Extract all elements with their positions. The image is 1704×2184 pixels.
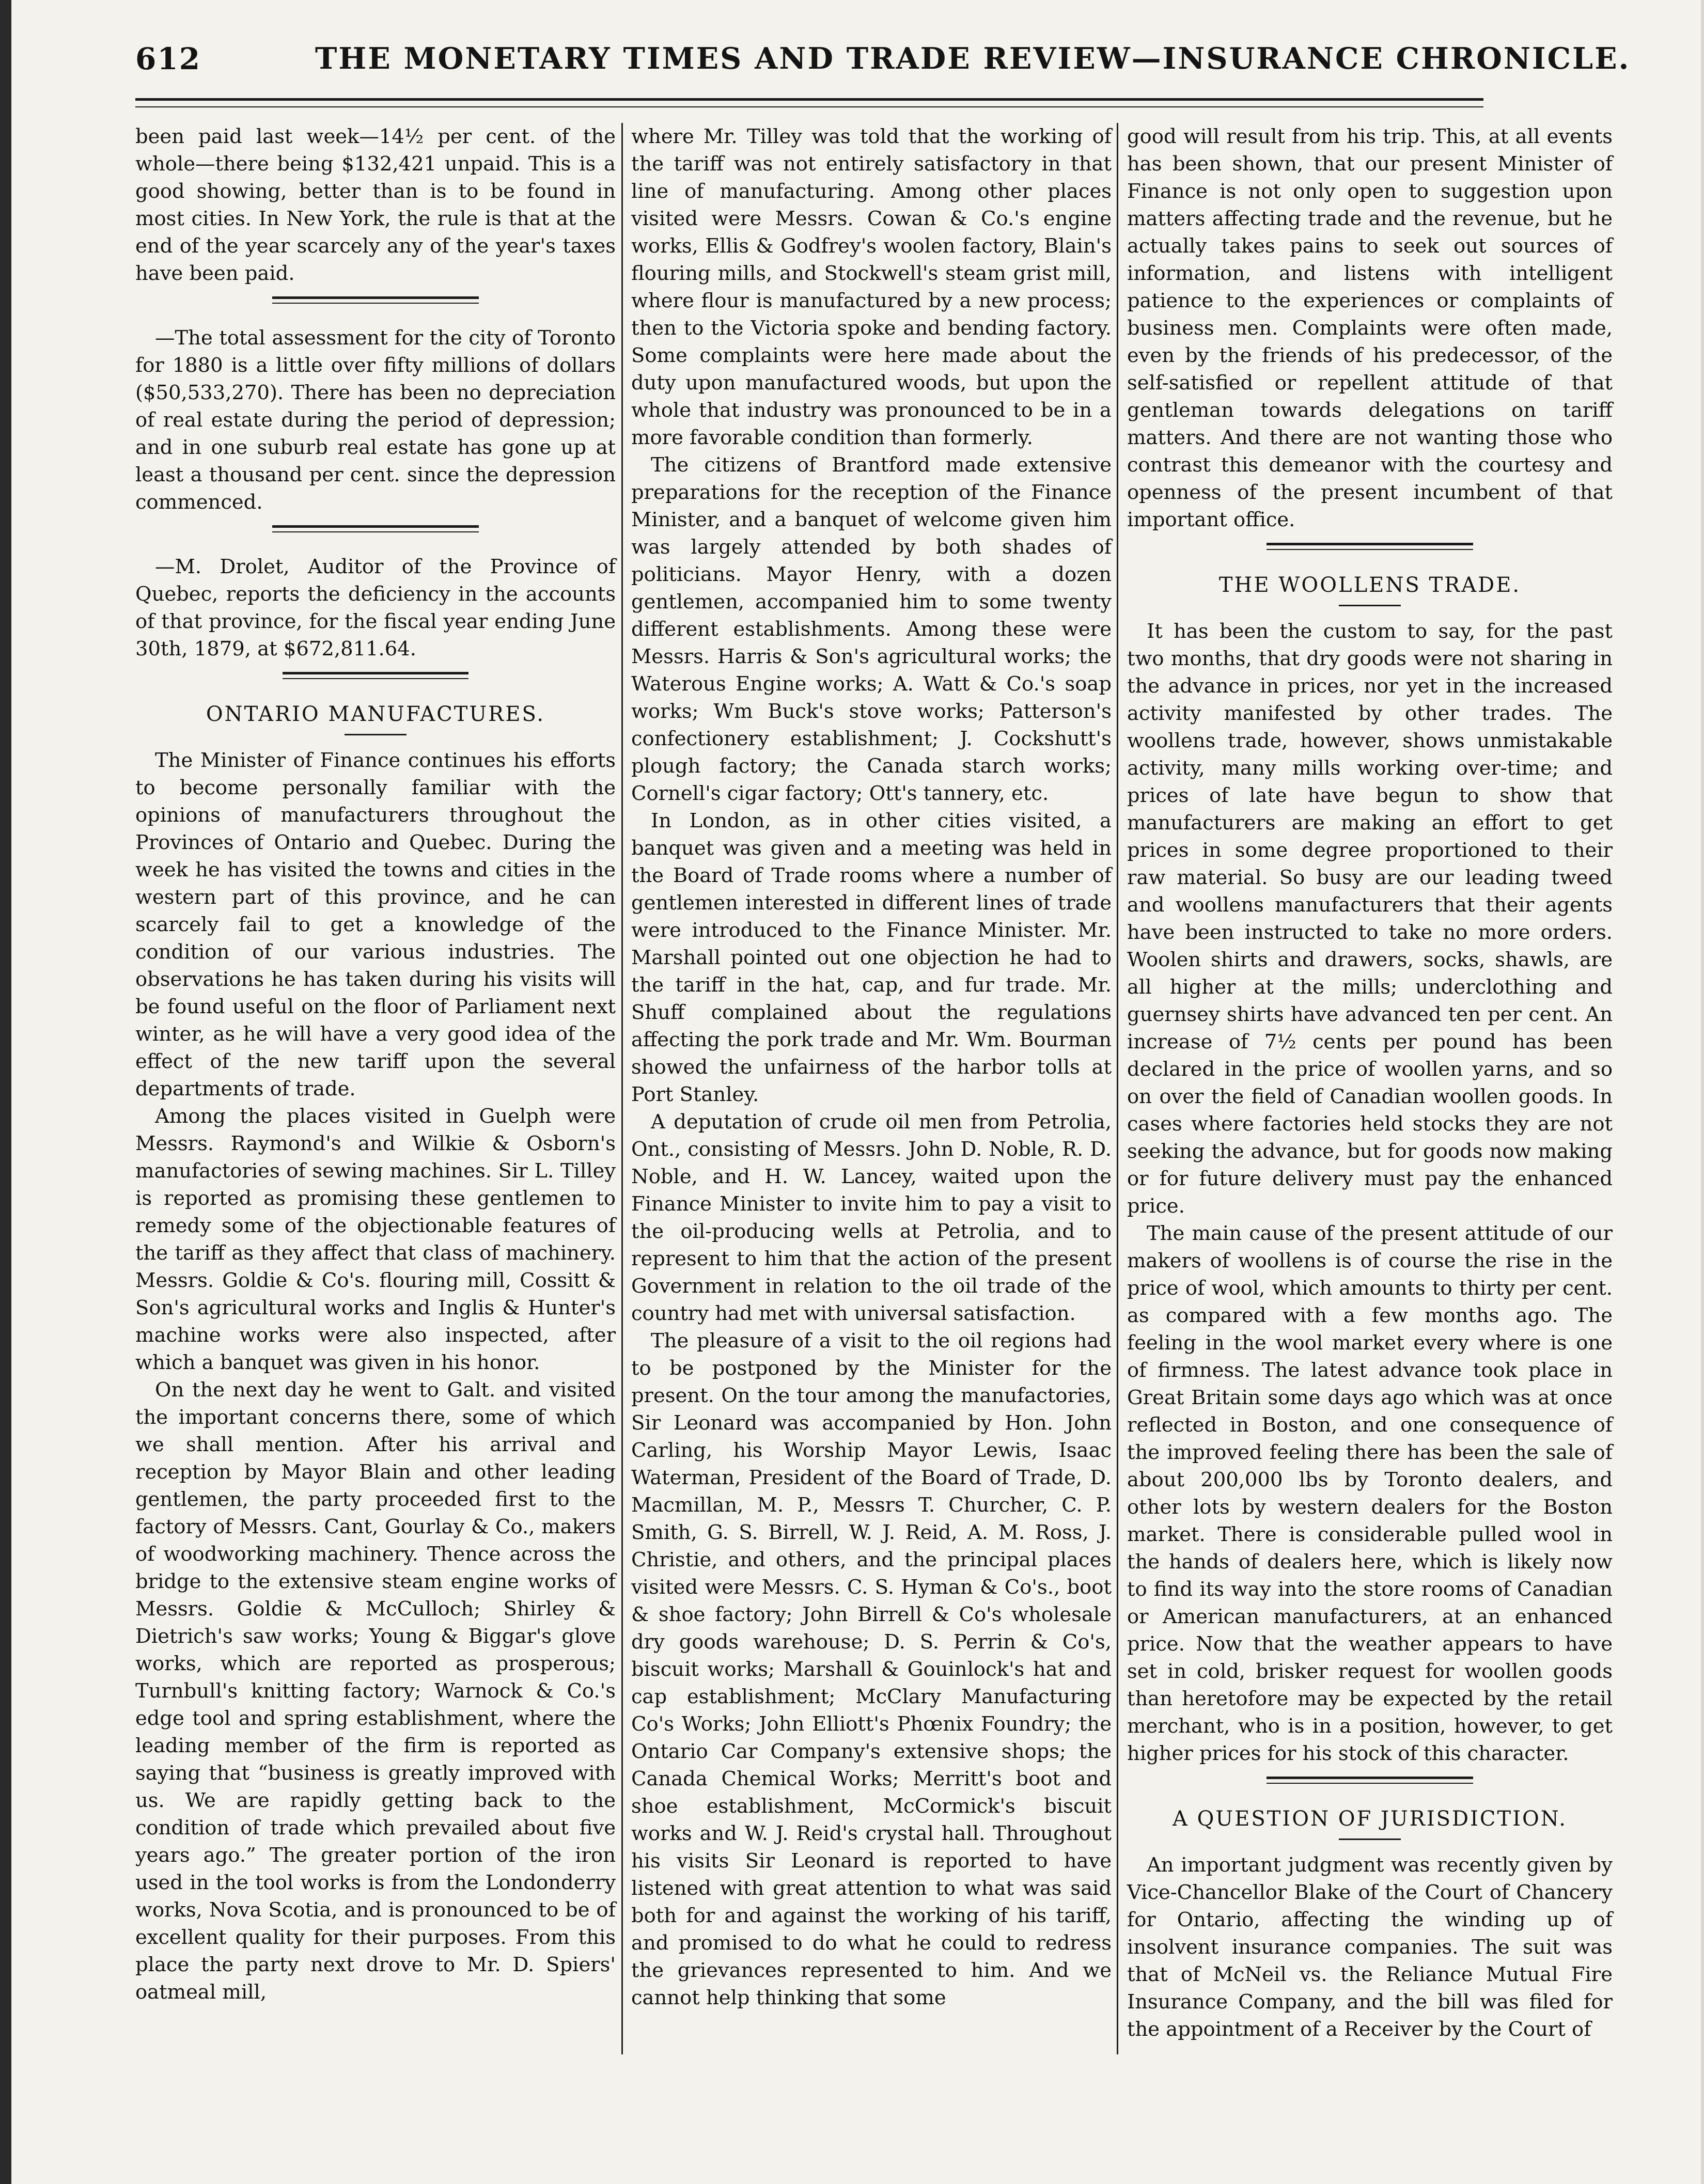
column-2 (631, 123, 1112, 2012)
article-paragraph: been paid last week—14½ per cent. of the whole—there being $132,421 unpaid. This is a good showing, better than is to be found in most cities. In New York, the rule is that at the end of the year scarcely any of the year's taxes have been paid. (135, 125, 616, 285)
header-rule (135, 98, 1483, 101)
article-paragraph: The main cause of the present attitude of our makers of woollens is of course the rise in the price of wool, which amounts to thirty per cent. as compared with a few months ago. The feeling in the wool market every where is one of firmness. The latest advance took place in Great Britain some days ago which was at once reflected in Boston, and one consequence of the improved feeling there has been the sale of about 200,000 lbs by Toronto dealers, and other lots by western dealers for the Boston market. There is considerable pulled wool in the hands of dealers here, which is likely now to find its way into the store rooms of Canadian or American manufacturers, at an enhanced price. Now that the weather appears to have set in cold, brisker request for woollen goods than heretofore may be expected by the retail merchant, who is in a position, however, to get higher prices for his stock of this character. (1127, 1222, 1613, 1765)
section-separator (1127, 533, 1613, 571)
article-paragraph: A deputation of crude oil men from Petrolia, Ont., consisting of Messrs. John D. Noble, R. D. Noble, and H. W. Lancey, waited upon the Finance Minister to invite him to pay a visit to the oil-producing wells at Petrolia, and to represent to him that the action of the present Government in relation to the oil trade of the country had met with universal satisfaction. (631, 1110, 1112, 1325)
heading-dash (1339, 1839, 1401, 1840)
article-paragraph: —The total assessment for the city of Toronto for 1880 is a little over fifty millions of dollars ($50,533,270). There has been no depreciation of real estate during the period of depression; and in one suburb real estate has gone up at least a thousand per cent. since the depression commenced. (135, 326, 616, 514)
article-heading: ONTARIO MANUFACTURES. (206, 702, 545, 726)
section-separator (135, 287, 616, 324)
column-rule-2 (1117, 123, 1118, 2054)
column-1 (135, 123, 616, 2006)
section-separator (135, 516, 616, 553)
article-paragraph: —M. Drolet, Auditor of the Province of Quebec, reports the deficiency in the accounts of that province, for the fiscal year ending June 30th, 1879, at $672,811.64. (135, 555, 616, 661)
heading-dash (345, 734, 407, 735)
article-heading: A QUESTION OF JURISDICTION. (1173, 1807, 1567, 1831)
heading-dash (1339, 605, 1401, 606)
column-rule-1 (621, 123, 623, 2054)
article-heading: THE WOOLLENS TRADE. (1218, 573, 1521, 597)
scan-right-edge (1701, 0, 1704, 2184)
article-paragraph: The pleasure of a visit to the oil regions had to be postponed by the Minister for the present. On the tour among the manufactories, Sir Leonard was accompanied by Hon. John Carling, his Worship Mayor Lewis, Isaac Waterman, President of the Board of Trade, D. Macmillan, M. P., Messrs T. Churcher, C. P. Smith, G. S. Birrell, W. J. Reid, A. M. Ross, J. Christie, and others, and the principal places visited were Messrs. C. S. Hyman & Co's., boot & shoe factory; John Birrell & Co's wholesale dry goods warehouse; D. S. Perrin & Co's, biscuit works; Marshall & Gouinlock's hat and cap establishment; McClary Manufacturing Co's Works; John Elliott's Phœnix Foundry; the Ontario Car Company's extensive shops; the Canada Chemical Works; Merritt's boot and shoe establishment, McCormick's biscuit works and W. J. Reid's crystal hall. Throughout his visits Sir Leonard is reported to have listened with great attention to what was said both for and against the working of his tariff, and promised to do what he could to redress the grievances represented to him. And we cannot help thinking that some (631, 1329, 1112, 2009)
section-separator (135, 663, 616, 700)
article-paragraph: where Mr. Tilley was told that the working of the tariff was not entirely satisfactory in that line of manufacturing. Among other places visited were Messrs. Cowan & Co.'s engine works, Ellis & Godfrey's woolen factory, Blain's flouring mills, and Stockwell's steam grist mill, where flour is manufactured by a new process; then to the Victoria spoke and bending factory. Some complaints were here made about the duty upon manufactured woods, but upon the whole that industry was pronounced to be in a more favorable condition than formerly. (631, 125, 1112, 449)
article-paragraph: Among the places visited in Guelph were Messrs. Raymond's and Wilkie & Osborn's manufactories of sewing machines. Sir L. Tilley is reported as promising these gentlemen to remedy some of the objectionable features of the tariff as they affect that class of machinery. Messrs. Goldie & Co's. flouring mill, Cossitt & Son's agricultural works and Inglis & Hunter's machine works were also inspected, after which a banquet was given in his honor. (135, 1105, 616, 1374)
column-3 (1127, 123, 1613, 2043)
article-paragraph: An important judgment was recently given by Vice-Chancellor Blake of the Court of Chancery for Ontario, affecting the winding up of insolvent insurance companies. The suit was that of McNeil vs. the Reliance Mutual Fire Insurance Company, and the bill was filed for the appointment of a Receiver by the Court of (1127, 1853, 1613, 2041)
masthead-title: THE MONETARY TIMES AND TRADE REVIEW—INSURANCE CHRONICLE. (315, 41, 1631, 76)
scan-binding-edge (0, 0, 11, 2184)
article-paragraph: In London, as in other cities visited, a banquet was given and a meeting was held in the Board of Trade rooms where a number of gentlemen interested in different lines of trade were introduced to the Finance Minister. Mr. Marshall pointed out one objection he had to the tariff in the hat, cap, and fur trade. Mr. Shuff complained about the regulations affecting the pork trade and Mr. Wm. Bourman showed the unfairness of the harbor tolls at Port Stanley. (631, 809, 1112, 1106)
article-paragraph: The Minister of Finance continues his efforts to become personally familiar with the opinions of manufacturers throughout the Provinces of Ontario and Quebec. During the week he has visited the towns and cities in the western part of this province, and he can scarcely fail to get a knowledge of the condition of our various industries. The observations he has taken during his visits will be found useful on the floor of Parliament next winter, as he will have a very good idea of the effect of the new tariff upon the several departments of trade. (135, 749, 616, 1101)
section-separator (1127, 1767, 1613, 1804)
article-paragraph: good will result from his trip. This, at all events has been shown, that our present Minister of Finance is not only open to suggestion upon matters affecting trade and the revenue, but he actually takes pains to seek out sources of information, and listens with intelligent patience to the experiences or complaints of business men. Complaints were often made, even by the friends of his predecessor, of the self-satisfied or repellent attitude of that gentleman towards delegations on tariff matters. And there are not wanting those who contrast this demeanor with the courtesy and openness of the present incumbent of that important office. (1127, 125, 1613, 531)
article-paragraph: On the next day he went to Galt. and visited the important concerns there, some of which we shall mention. After his arrival and reception by Mayor Blain and other leading gentlemen, the party proceeded first to the factory of Messrs. Cant, Gourlay & Co., makers of woodworking machinery. Thence across the bridge to the extensive steam engine works of Messrs. Goldie & McCulloch; Shirley & Dietrich's saw works; Young & Biggar's glove works, which are reported as prosperous; Turnbull's knitting factory; Warnock & Co.'s edge tool and spring establishment, where the leading member of the firm is reported as saying that “business is greatly improved with us. We are rapidly getting back to the condition of trade which prevailed about five years ago.” The greater portion of the iron used in the tool works is from the Londonderry works, Nova Scotia, and is pronounced to be of excellent quality for their purposes. From this place the party next drove to Mr. D. Spiers' oatmeal mill, (135, 1378, 616, 2004)
page-number: 612 (135, 41, 201, 76)
article-paragraph: The citizens of Brantford made extensive preparations for the reception of the Finance Minister, and a banquet of welcome given him was largely attended by both shades of politicians. Mayor Henry, with a dozen gentlemen, accompanied him to some twenty different establishments. Among these were Messrs. Harris & Son's agricultural works; the Waterous Engine works; A. Watt & Co.'s soap works; Wm Buck's stove works; Patterson's confectionery establishment; J. Cockshutt's plough factory; the Canada starch works; Cornell's cigar factory; Ott's tannery, etc. (631, 453, 1112, 805)
header-rule-thin (135, 106, 1483, 107)
article-paragraph: It has been the custom to say, for the past two months, that dry goods were not sharing in the advance in prices, nor yet in the increased activity manifested by other trades. The woollens trade, however, shows unmistakable activity, many mills working over-time; and prices of late have begun to show that manufacturers are making an effort to get prices in some degree proportioned to their raw material. So busy are our leading tweed and woollens manufacturers that their agents have been instructed to take no more orders. Woolen shirts and drawers, socks, shawls, are all higher at the mills; underclothing and guernsey shirts have advanced ten per cent. An increase of 7½ cents per pound has been declared in the price of woollen yarns, and so on over the field of Canadian woollen goods. In cases where factories held stocks they are not seeking the advance, but for goods now making or for future delivery must pay the enhanced price. (1127, 620, 1613, 1218)
